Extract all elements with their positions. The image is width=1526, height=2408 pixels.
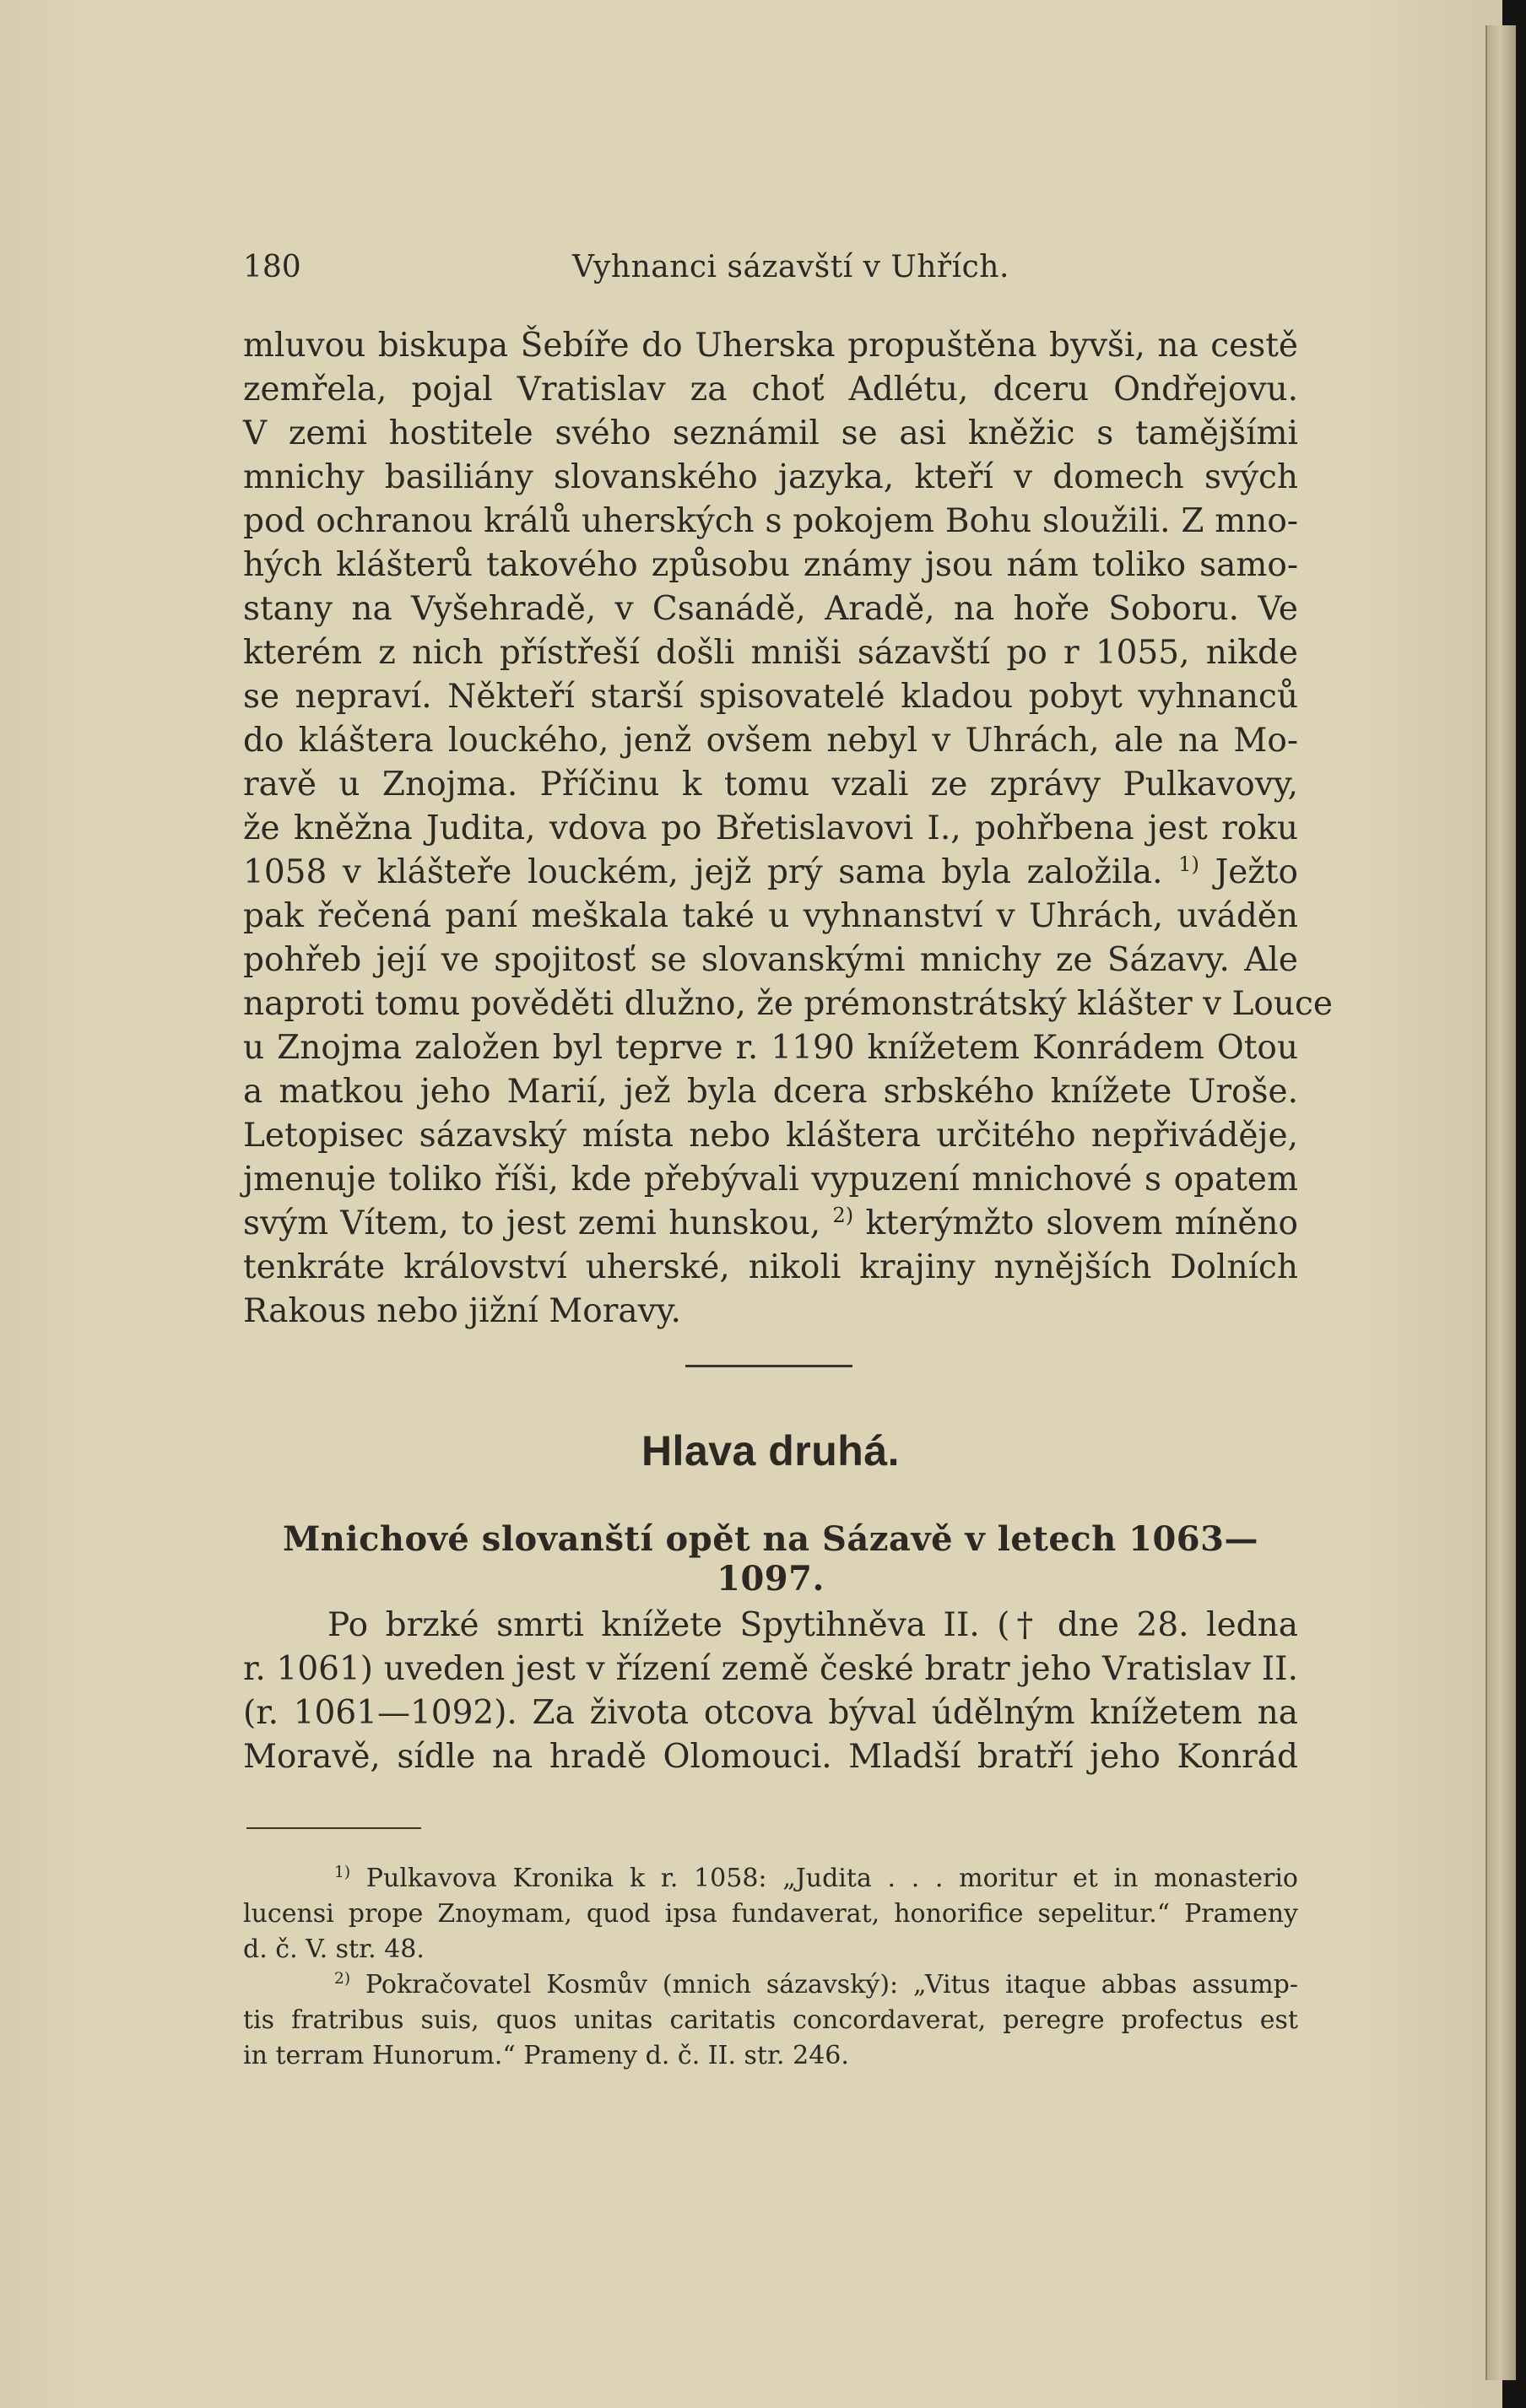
text-segment: Pokračovatel Kosmův (mnich sázavský): „Vitus itaque abbas assump- [365, 1970, 1298, 1999]
text-line: pak řečená paní meškala také u vyhnanství v Uhrách, uváděn [243, 897, 1298, 935]
text-segment: 1058 v klášteře louckém, jejž prý sama byla založila. [243, 853, 1163, 891]
page-header [243, 250, 1298, 292]
text-line: (r. 1061—1092). Za života otcova býval údělným knížetem na [243, 1694, 1298, 1732]
text-line [243, 1202, 1298, 1246]
text-line [243, 851, 1298, 895]
text-line: mnichy basiliány slovanského jazyka, kteří v domech svých [243, 458, 1298, 496]
footnote-2-line [243, 1967, 1298, 2003]
footnote-mark: 1) [334, 1864, 351, 1881]
text-line: mluvou biskupa Šebíře do Uherska propuštěna byvši, na cestě [243, 327, 1298, 365]
page-number: 180 [243, 250, 301, 284]
text-line: ravě u Znojma. Příčinu k tomu vzali ze zprávy Pulkavovy, [243, 766, 1298, 804]
footnote-mark: 2) [334, 1970, 351, 1988]
text-line: pohřeb její ve spojitosť se slovanskými mnichy ze Sázavy. Ale [243, 941, 1298, 979]
text-line: hých klášterů takového způsobu známy jsou nám toliko samo- [243, 546, 1298, 584]
text-line: Moravě, sídle na hradě Olomouci. Mladší bratří jeho Konrád [243, 1738, 1298, 1776]
text-line: do kláštera louckého, jenž ovšem nebyl v Uhrách, ale na Mo- [243, 722, 1298, 760]
footnote-reference: 1) [1178, 852, 1199, 876]
footnote-2-line: tis fratribus suis, quos unitas caritatis concordaverat, peregre profectus est [243, 2005, 1298, 2035]
page-edge [1485, 25, 1516, 2380]
paragraph-1 [243, 324, 1333, 1334]
chapter-title: Mnichové slovanští opět na Sázavě v letech 1063—1097. [283, 1519, 1258, 1599]
footnote-2-line: in terram Hunorum.“ Prameny d. č. II. str. 246. [243, 2041, 849, 2070]
text-line: r. 1061) uveden jest v řízení země české bratr jeho Vratislav II. [243, 1650, 1298, 1688]
footnote-reference: 2) [832, 1204, 854, 1227]
footnote-divider [246, 1827, 421, 1829]
chapter-heading: Hlava druhá. [641, 1427, 901, 1475]
text-line: se nepraví. Někteří starší spisovatelé kladou pobyt vyhnanců [243, 678, 1298, 716]
text-segment: kterýmžto slovem míněno [865, 1204, 1298, 1242]
text-line: Letopisec sázavský místa nebo kláštera určitého nepřiváděje, [243, 1117, 1298, 1155]
text-line: a matkou jeho Marií, jež byla dcera srbského knížete Uroše. [243, 1073, 1298, 1111]
paragraph-2 [243, 1604, 1298, 1779]
text-line: že kněžna Judita, vdova po Břetislavovi I., pohřbena jest roku [243, 809, 1298, 847]
text-line: kterém z nich přístřeší došli mniši sázavští po r 1055, nikde [243, 634, 1298, 672]
text-line: u Znojma založen byl teprve r. 1190 knížetem Konrádem Otou [243, 1029, 1298, 1067]
running-title: Vyhnanci sázavští v Uhřích. [572, 250, 1009, 284]
footnote-1-line [243, 1861, 1298, 1897]
text-line: jmenuje toliko říši, kde přebývali vypuzení mnichové s opatem [243, 1161, 1298, 1199]
text-segment: svým Vítem, to jest zemi hunskou, [243, 1204, 821, 1242]
text-line: zemřela, pojal Vratislav za choť Adlétu, dceru Ondřejovu. [243, 371, 1298, 409]
footnote-1-line: d. č. V. str. 48. [243, 1935, 425, 1964]
text-line: naproti tomu pověděti dlužno, že prémonstrátský klášter v Louce [243, 985, 1333, 1023]
section-divider [685, 1365, 852, 1367]
text-line: V zemi hostitele svého seznámil se asi kněžic s tamějšími [243, 414, 1298, 452]
text-line: stany na Vyšehradě, v Csanádě, Aradě, na hoře Soboru. Ve [243, 590, 1298, 628]
text-segment: Ježto [1215, 853, 1298, 891]
text-line: Rakous nebo jižní Moravy. [243, 1292, 681, 1330]
footnotes [243, 1861, 1298, 2074]
footnote-1-line: lucensi prope Znoymam, quod ipsa fundaverat, honorifice sepelitur.“ Prameny [243, 1899, 1298, 1929]
text-line: Po brzké smrti knížete Spytihněva II. († dne 28. ledna [327, 1606, 1298, 1644]
text-line: pod ochranou králů uherských s pokojem Bohu sloužili. Z mno- [243, 502, 1298, 540]
text-line: tenkráte království uherské, nikoli krajiny nynějších Dolních [243, 1248, 1298, 1286]
text-segment: Pulkavova Kronika k r. 1058: „Judita . . . moritur et in monasterio [365, 1864, 1298, 1893]
